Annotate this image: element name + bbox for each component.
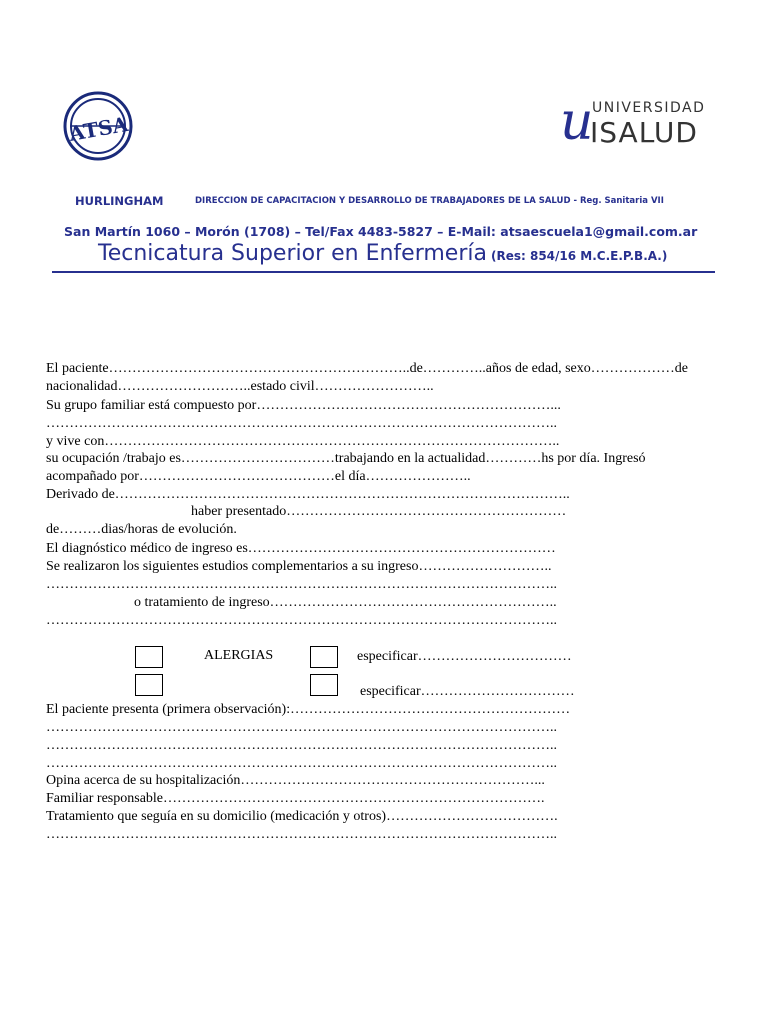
address-line: San Martín 1060 – Morón (1708) – Tel/Fax 4483-5827 – E-Mail: atsaescuela1@gmail.com.ar	[64, 224, 698, 239]
form-line-blank: ………………………………………………………………………………………………..	[46, 738, 557, 753]
form-line-primera-observacion: El paciente presenta (primera observación):……………………………………………………	[46, 702, 571, 717]
hurlingham-label: HURLINGHAM	[75, 194, 164, 208]
form-line-blank: ………………………………………………………………………………………………..	[46, 613, 557, 628]
form-line-hospitalizacion: Opina acerca de su hospitalización………………………………………………………...	[46, 773, 545, 788]
alergias-checkbox-4[interactable]	[310, 674, 338, 696]
form-line-paciente: El paciente………………………………………………………..de…………..años de edad, sexo………………de	[46, 361, 688, 376]
atsa-logo	[62, 90, 134, 162]
svg-text:ATSA: ATSA	[67, 111, 130, 146]
form-line-vive-con: y vive con……………………………………………………………………………………..	[46, 434, 560, 449]
form-line-blank: ………………………………………………………………………………………………..	[46, 756, 557, 771]
form-line-tratamiento-domicilio: Tratamiento que seguía en su domicilio (medicación y otros)……………………………….	[46, 809, 558, 824]
form-line-tratamiento-ingreso: o tratamiento de ingreso……………………………………………………..	[134, 595, 557, 610]
especificar-field-1: especificar……………………………	[357, 649, 572, 664]
form-line-familiar-responsable: Familiar responsable……………………………………………………………………….	[46, 791, 545, 806]
isalud-u-mark: u	[560, 92, 594, 152]
page-title: Tecnicatura Superior en Enfermería (Res: 854/16 M.C.E.P.B.A.)	[98, 241, 668, 266]
resolution-label: (Res: 854/16 M.C.E.P.B.A.)	[490, 249, 668, 263]
form-line-derivado: Derivado de……………………………………………………………………………………..	[46, 487, 570, 502]
alergias-checkbox-3[interactable]	[135, 674, 163, 696]
form-line-blank: ………………………………………………………………………………………………..	[46, 416, 557, 431]
form-line-grupo-familiar: Su grupo familiar está compuesto por………………………………………………………...	[46, 398, 561, 413]
isalud-label: ISALUD	[590, 116, 698, 149]
form-line-blank: ………………………………………………………………………………………………..	[46, 720, 557, 735]
alergias-checkbox-2[interactable]	[310, 646, 338, 668]
alergias-label: ALERGIAS	[204, 648, 274, 663]
alergias-checkbox-1[interactable]	[135, 646, 163, 668]
header-rule	[52, 271, 715, 273]
form-line-blank: ………………………………………………………………………………………………..	[46, 577, 557, 592]
form-line-haber-presentado: haber presentado……………………………………………………	[191, 504, 567, 519]
direccion-label: DIRECCION DE CAPACITACION Y DESARROLLO DE TRABAJADORES DE LA SALUD - Reg. Sanitaria VII	[195, 196, 664, 206]
especificar-field-2: especificar……………………………	[360, 684, 575, 699]
form-line-diagnostico: El diagnóstico médico de ingreso es…………………………………………………………	[46, 541, 556, 556]
form-line-ocupacion: su ocupación /trabajo es……………………………trabajando en la actualidad…………hs por día. Ingresó	[46, 451, 646, 466]
isalud-logo	[556, 92, 716, 156]
universidad-label: UNIVERSIDAD	[592, 100, 706, 116]
form-line-evolucion: de………dias/horas de evolución.	[46, 522, 237, 537]
form-line-acompanado: acompañado por……………………………………el día…………………..	[46, 469, 471, 484]
form-line-estudios: Se realizaron los siguientes estudios complementarios a su ingreso………………………..	[46, 559, 552, 574]
form-line-nacionalidad: nacionalidad………………………..estado civil……………………..	[46, 379, 434, 394]
form-line-blank: ………………………………………………………………………………………………..	[46, 827, 557, 842]
